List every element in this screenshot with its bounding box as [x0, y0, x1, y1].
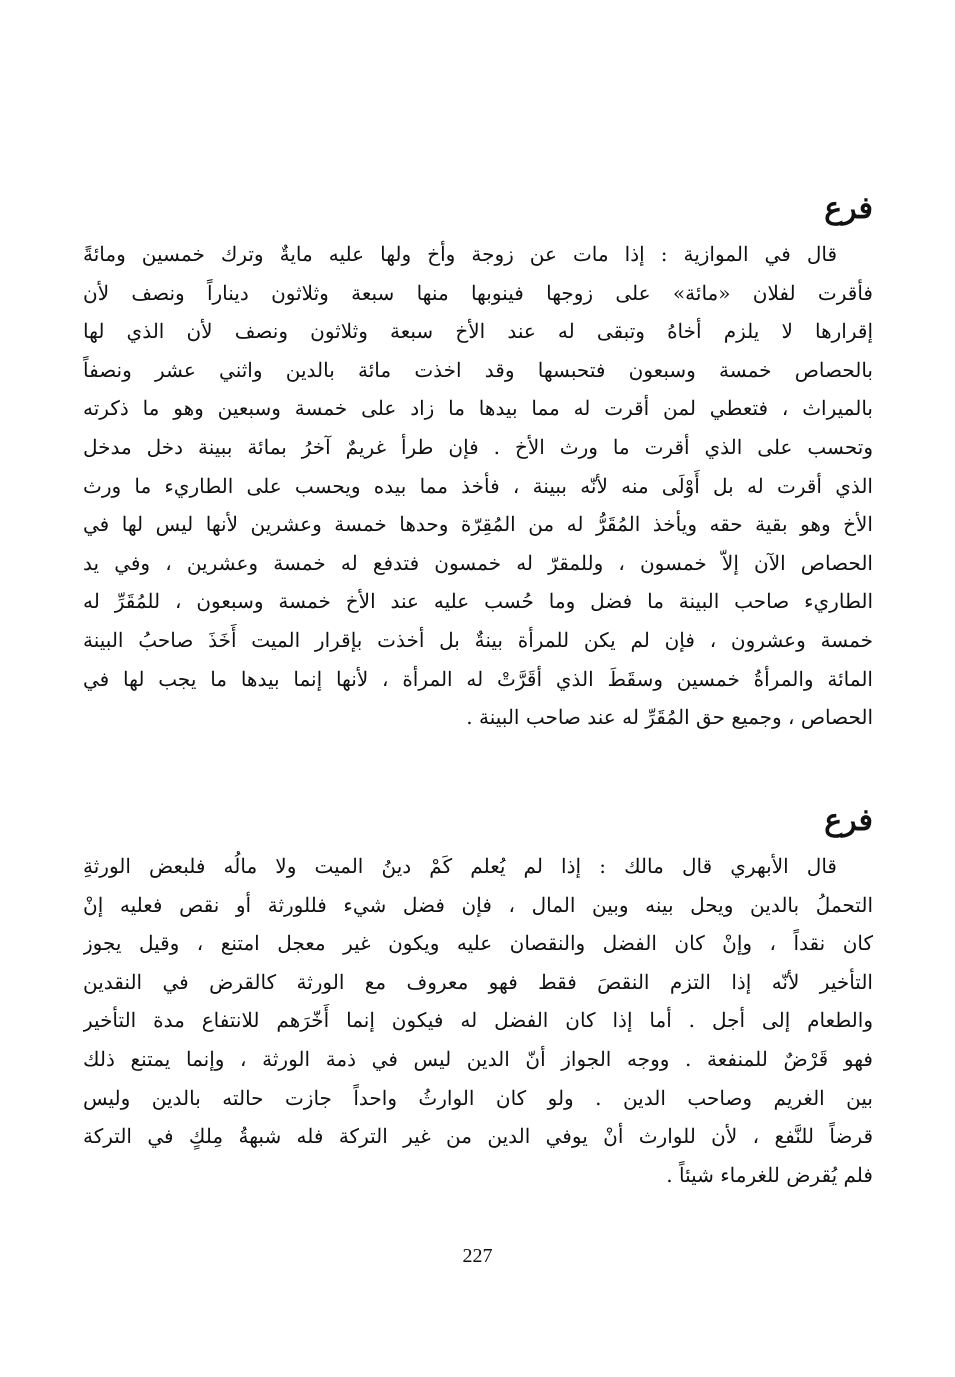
text-line: فلم يُقرض للغرماء شيئاً . — [666, 1162, 873, 1187]
page-number: 227 — [462, 1245, 493, 1267]
section-heading: فرع — [824, 803, 873, 838]
text-line: الطاريء صاحب البينة ما فضل وما حُسب عليه عند الأخ خمسة وسبعون ، للمُقَرِّ له — [83, 589, 873, 614]
text-line: بالحصاص خمسة وسبعون فتحبسها وقد اخذت مائة بالدين واثني عشر ونصفاً — [83, 357, 873, 382]
text-line: وتحسب على الذي أقرت ما ورث الأخ . فإن طرأ غريمٌ آخرُ بمائة ببينة دخل مدخل — [83, 434, 873, 459]
text-line: فهو قَرْضٌ للمنفعة . ووجه الجواز أنّ الدين ليس في ذمة الورثة ، وإنما يمتنع ذلك — [83, 1046, 873, 1071]
text-line: فأقرت لفلان «مائة» على زوجها فينوبها منها سبعة وثلاثون ديناراً ونصف لأن — [83, 280, 873, 305]
text-line: قرضاً للنَّفع ، لأن للوارث أنْ يوفي الدين من غير التركة فله شبهةُ مِلكٍ في التركة — [83, 1124, 873, 1149]
text-line: بالميراث ، فتعطي لمن أقرت له مما بيدها ما زاد على خمسة وسبعين وهو ما ذكرته — [83, 396, 873, 421]
text-line: الأخ وهو بقية حقه ويأخذ المُقَرُّ له من المُقِرّة وحدها خمسة وعشرين لأنها ليس لها في — [83, 512, 873, 537]
text-line: خمسة وعشرون ، فإن لم يكن للمرأة بينةٌ بل أخذت بإقرار الميت أَخَذَ صاحبُ البينة — [83, 627, 873, 652]
section-heading: فرع — [824, 191, 873, 226]
text-line: والطعام إلى أجل . أما إذا كان الفضل له فيكون إنما أَخّرَهم للانتفاع مدة التأخير — [83, 1008, 873, 1033]
text-line: إقرارها لا يلزم أخاهُ وتبقى له عند الأخ سبعة وثلاثون ونصف لأن الذي لها — [83, 319, 873, 344]
section-far-1 — [83, 183, 873, 737]
text-line: التأخير لأنّه إذا التزم النقصَ فقط فهو معروف مع الورثة كالقرض في النقدين — [83, 969, 873, 994]
text-line: التحملُ بالدين ويحل بينه وبين المال ، فإن فضل شيء فللورثة أو نقص فعليه إنْ — [83, 892, 873, 917]
section-body — [83, 847, 873, 1194]
text-line: المائة والمرأةُ خمسين وسقَطَ الذي أقَرَّتْ له المرأة ، لأنها إنما بيدها ما يجب لها في — [83, 666, 873, 691]
text-line: الحصاص الآن إلاّ خمسون ، وللمقرّ له خمسون فتدفع له خمسة وعشرين ، وفي يد — [83, 550, 873, 575]
section-body — [83, 235, 873, 737]
text-line: قال الأبهري قال مالك : إذا لم يُعلم كَمْ دينُ الميت ولا مالُه فلبعض الورثةِ — [83, 854, 837, 878]
text-line: بين الغريم وصاحب الدين . ولو كان الوارثُ واحداً جازت حالته بالدين وليس — [83, 1085, 873, 1110]
section-far-2 — [83, 795, 873, 1194]
text-line: كان نقداً ، وإنْ كان الفضل والنقصان عليه ويكون غير معجل امتنع ، وقيل يجوز — [83, 931, 873, 956]
text-line: الحصاص ، وجميع حق المُقَرِّ له عند صاحب البينة . — [466, 705, 873, 730]
text-line: الذي أقرت له بل أَوْلَى منه لأنّه ببينة ، فأخذ مما بيده ويحسب على الطاريء ما ورث — [83, 473, 873, 498]
text-line: قال في الموازية : إذا مات عن زوجة وأخ ولها عليه مايةٌ وترك خمسين ومائةً — [83, 242, 837, 266]
